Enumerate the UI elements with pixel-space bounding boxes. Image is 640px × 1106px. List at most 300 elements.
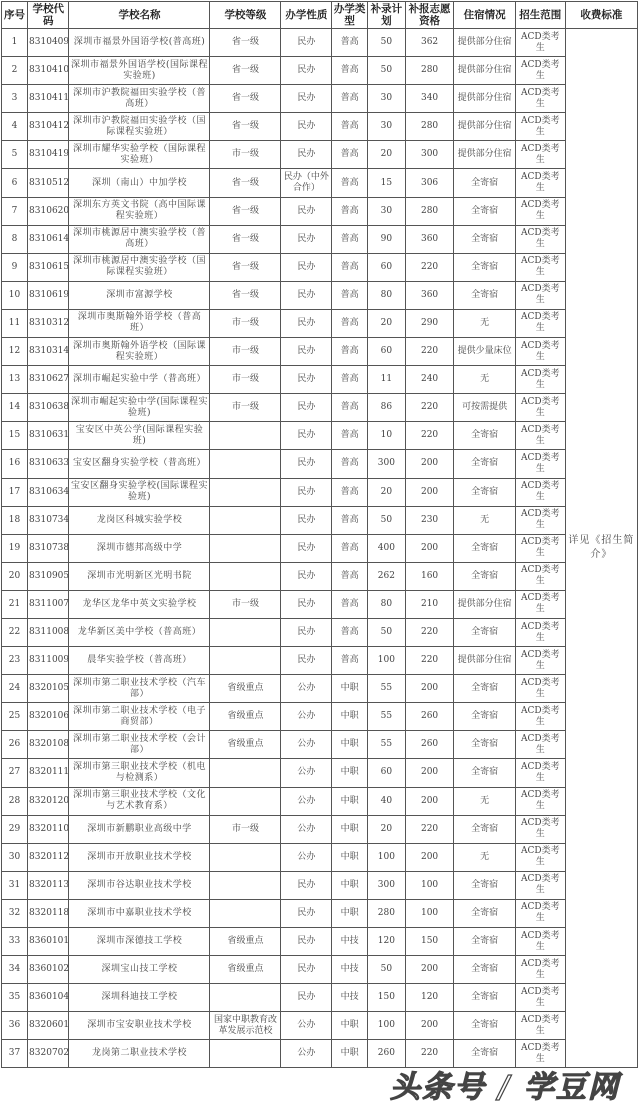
cell-qualification: 100 <box>405 899 454 927</box>
cell-school-name: 深圳市沪教院福田实验学校（普高班） <box>69 85 210 113</box>
table-row <box>2 647 638 675</box>
cell-type: 普高 <box>332 225 368 253</box>
cell-plan: 20 <box>367 815 405 843</box>
cell-nature: 民办 <box>281 871 332 899</box>
table-row <box>2 618 638 646</box>
cell-index: 11 <box>2 309 28 337</box>
table-row <box>2 394 638 422</box>
cell-qualification: 200 <box>405 534 454 562</box>
cell-index: 14 <box>2 394 28 422</box>
cell-plan: 50 <box>367 956 405 984</box>
cell-scope: ACD类考生 <box>515 928 565 956</box>
cell-school-name: 深圳市崛起实验中学(国际课程实验班) <box>69 394 210 422</box>
cell-index: 23 <box>2 647 28 675</box>
cell-index: 5 <box>2 141 28 169</box>
cell-type: 中职 <box>332 899 368 927</box>
cell-fee-merged: 详见《招生简介》 <box>565 29 637 1068</box>
cell-nature: 民办 <box>281 618 332 646</box>
cell-level: 省一级 <box>210 169 281 197</box>
cell-nature: 公办 <box>281 1012 332 1040</box>
cell-boarding: 全寄宿 <box>454 759 516 787</box>
cell-school-name: 龙岗区科城实验学校 <box>69 506 210 534</box>
cell-plan: 100 <box>367 1012 405 1040</box>
cell-index: 35 <box>2 984 28 1012</box>
cell-scope: ACD类考生 <box>515 225 565 253</box>
table-row <box>2 450 638 478</box>
table-row <box>2 731 638 759</box>
cell-level: 省一级 <box>210 281 281 309</box>
header-row <box>2 2 638 29</box>
cell-scope: ACD类考生 <box>515 731 565 759</box>
cell-nature: 民办 <box>281 366 332 394</box>
cell-school-name: 深圳宝山技工学校 <box>69 956 210 984</box>
cell-nature: 民办 <box>281 253 332 281</box>
cell-code: 8320601 <box>28 1012 69 1040</box>
cell-qualification: 100 <box>405 871 454 899</box>
cell-qualification: 280 <box>405 113 454 141</box>
cell-scope: ACD类考生 <box>515 57 565 85</box>
cell-nature: 民办 <box>281 590 332 618</box>
watermark: 头条号 / 学豆网 <box>390 1070 620 1106</box>
cell-code: 8320120 <box>28 787 69 815</box>
table-row <box>2 928 638 956</box>
cell-code: 8310411 <box>28 85 69 113</box>
cell-scope: ACD类考生 <box>515 534 565 562</box>
cell-level <box>210 899 281 927</box>
cell-plan: 11 <box>367 366 405 394</box>
cell-scope: ACD类考生 <box>515 647 565 675</box>
cell-index: 2 <box>2 57 28 85</box>
cell-nature: 民办 <box>281 956 332 984</box>
cell-qualification: 220 <box>405 647 454 675</box>
cell-code: 8310412 <box>28 113 69 141</box>
cell-plan: 280 <box>367 899 405 927</box>
cell-level <box>210 618 281 646</box>
cell-scope: ACD类考生 <box>515 253 565 281</box>
cell-level <box>210 984 281 1012</box>
cell-qualification: 200 <box>405 478 454 506</box>
table-row <box>2 85 638 113</box>
table-row <box>2 590 638 618</box>
cell-plan: 150 <box>367 984 405 1012</box>
cell-index: 31 <box>2 871 28 899</box>
cell-level <box>210 871 281 899</box>
table-row <box>2 113 638 141</box>
cell-code: 8310615 <box>28 253 69 281</box>
cell-scope: ACD类考生 <box>515 675 565 703</box>
cell-code: 8310512 <box>28 169 69 197</box>
cell-code: 8310631 <box>28 422 69 450</box>
cell-type: 中技 <box>332 956 368 984</box>
table-row <box>2 984 638 1012</box>
cell-code: 8310410 <box>28 57 69 85</box>
cell-plan: 15 <box>367 169 405 197</box>
cell-school-name: 深圳市谷达职业技术学校 <box>69 871 210 899</box>
cell-index: 18 <box>2 506 28 534</box>
cell-school-name: 深圳市奥斯翰外语学校（普高班） <box>69 309 210 337</box>
cell-plan: 50 <box>367 57 405 85</box>
cell-qualification: 200 <box>405 450 454 478</box>
cell-nature: 民办 <box>281 450 332 478</box>
cell-code: 8310620 <box>28 197 69 225</box>
cell-nature: 公办 <box>281 843 332 871</box>
cell-nature: 民办 <box>281 506 332 534</box>
cell-plan: 300 <box>367 450 405 478</box>
cell-school-name: 深圳市第二职业技术学校（电子商贸部） <box>69 703 210 731</box>
cell-boarding: 全寄宿 <box>454 197 516 225</box>
cell-qualification: 220 <box>405 253 454 281</box>
cell-qualification: 210 <box>405 590 454 618</box>
table-row <box>2 29 638 57</box>
cell-plan: 30 <box>367 85 405 113</box>
cell-scope: ACD类考生 <box>515 956 565 984</box>
cell-code: 8310627 <box>28 366 69 394</box>
table-row <box>2 787 638 815</box>
cell-index: 8 <box>2 225 28 253</box>
cell-level: 省级重点 <box>210 956 281 984</box>
cell-index: 1 <box>2 29 28 57</box>
cell-school-name: 深圳（南山）中加学校 <box>69 169 210 197</box>
cell-nature: 民办 <box>281 394 332 422</box>
table-row <box>2 871 638 899</box>
table-row <box>2 197 638 225</box>
cell-boarding: 全寄宿 <box>454 703 516 731</box>
cell-plan: 80 <box>367 281 405 309</box>
cell-school-name: 宝安区翻身实验学校(国际课程实验班) <box>69 478 210 506</box>
cell-plan: 60 <box>367 759 405 787</box>
cell-index: 33 <box>2 928 28 956</box>
cell-nature: 民办 <box>281 197 332 225</box>
table-row <box>2 956 638 984</box>
cell-qualification: 260 <box>405 703 454 731</box>
cell-plan: 20 <box>367 478 405 506</box>
cell-nature: 民办 <box>281 338 332 366</box>
cell-boarding: 全寄宿 <box>454 253 516 281</box>
cell-level: 省一级 <box>210 85 281 113</box>
cell-level: 市一级 <box>210 590 281 618</box>
cell-code: 8310312 <box>28 309 69 337</box>
cell-scope: ACD类考生 <box>515 899 565 927</box>
header-level: 学校等级 <box>210 2 281 29</box>
cell-index: 25 <box>2 703 28 731</box>
cell-nature: 民办 <box>281 422 332 450</box>
cell-boarding: 全寄宿 <box>454 1040 516 1068</box>
cell-type: 中职 <box>332 815 368 843</box>
cell-index: 28 <box>2 787 28 815</box>
cell-code: 8310419 <box>28 141 69 169</box>
table-row <box>2 478 638 506</box>
cell-qualification: 220 <box>405 815 454 843</box>
cell-index: 36 <box>2 1012 28 1040</box>
cell-school-name: 深圳市第二职业技术学校（会计部） <box>69 731 210 759</box>
cell-boarding: 无 <box>454 787 516 815</box>
cell-boarding: 全寄宿 <box>454 450 516 478</box>
cell-type: 中技 <box>332 984 368 1012</box>
cell-scope: ACD类考生 <box>515 759 565 787</box>
table-row <box>2 899 638 927</box>
cell-code: 8310314 <box>28 338 69 366</box>
cell-level: 市一级 <box>210 815 281 843</box>
cell-type: 普高 <box>332 281 368 309</box>
cell-plan: 50 <box>367 506 405 534</box>
cell-scope: ACD类考生 <box>515 506 565 534</box>
cell-school-name: 深圳市桃源居中澳实验学校（普高班） <box>69 225 210 253</box>
cell-boarding: 全寄宿 <box>454 225 516 253</box>
cell-level: 省级重点 <box>210 703 281 731</box>
cell-school-name: 深圳市第三职业技术学校（文化与艺术教育系） <box>69 787 210 815</box>
cell-code: 8311009 <box>28 647 69 675</box>
cell-level: 省一级 <box>210 197 281 225</box>
cell-school-name: 深圳市崛起实验中学（普高班） <box>69 366 210 394</box>
cell-school-name: 深圳市第三职业技术学校（机电与检测系） <box>69 759 210 787</box>
cell-code: 8360102 <box>28 956 69 984</box>
cell-index: 29 <box>2 815 28 843</box>
cell-scope: ACD类考生 <box>515 478 565 506</box>
table-row <box>2 422 638 450</box>
cell-type: 中职 <box>332 787 368 815</box>
cell-index: 4 <box>2 113 28 141</box>
cell-index: 9 <box>2 253 28 281</box>
cell-code: 8320110 <box>28 815 69 843</box>
cell-level: 市一级 <box>210 366 281 394</box>
cell-boarding: 提供部分住宿 <box>454 647 516 675</box>
table-row <box>2 57 638 85</box>
cell-scope: ACD类考生 <box>515 843 565 871</box>
cell-level <box>210 534 281 562</box>
cell-level <box>210 1040 281 1068</box>
cell-qualification: 362 <box>405 29 454 57</box>
cell-plan: 50 <box>367 29 405 57</box>
cell-code: 8310614 <box>28 225 69 253</box>
cell-school-name: 深圳市富源学校 <box>69 281 210 309</box>
cell-nature: 公办 <box>281 703 332 731</box>
cell-type: 普高 <box>332 197 368 225</box>
cell-boarding: 全寄宿 <box>454 731 516 759</box>
cell-plan: 260 <box>367 1040 405 1068</box>
table-row <box>2 703 638 731</box>
cell-level: 市一级 <box>210 394 281 422</box>
cell-school-name: 深圳市福景外国语学校(普高班) <box>69 29 210 57</box>
cell-boarding: 提供少量床位 <box>454 338 516 366</box>
cell-type: 普高 <box>332 647 368 675</box>
cell-code: 8360104 <box>28 984 69 1012</box>
cell-qualification: 150 <box>405 928 454 956</box>
cell-boarding: 全寄宿 <box>454 815 516 843</box>
cell-qualification: 220 <box>405 338 454 366</box>
cell-boarding: 全寄宿 <box>454 169 516 197</box>
cell-scope: ACD类考生 <box>515 450 565 478</box>
cell-code: 8320702 <box>28 1040 69 1068</box>
cell-qualification: 200 <box>405 787 454 815</box>
cell-code: 8310409 <box>28 29 69 57</box>
cell-index: 12 <box>2 338 28 366</box>
cell-scope: ACD类考生 <box>515 1012 565 1040</box>
cell-boarding: 全寄宿 <box>454 478 516 506</box>
cell-type: 普高 <box>332 338 368 366</box>
cell-school-name: 深圳市深德技工学校 <box>69 928 210 956</box>
cell-code: 8320105 <box>28 675 69 703</box>
cell-scope: ACD类考生 <box>515 309 565 337</box>
cell-nature: 公办 <box>281 1040 332 1068</box>
table-row <box>2 562 638 590</box>
cell-scope: ACD类考生 <box>515 984 565 1012</box>
cell-nature: 民办 <box>281 309 332 337</box>
cell-level: 省级重点 <box>210 731 281 759</box>
cell-code: 8311008 <box>28 618 69 646</box>
cell-level: 省一级 <box>210 29 281 57</box>
cell-school-name: 龙岗第二职业技术学校 <box>69 1040 210 1068</box>
table-row <box>2 506 638 534</box>
cell-school-name: 深圳市开放职业技术学校 <box>69 843 210 871</box>
cell-qualification: 200 <box>405 675 454 703</box>
cell-qualification: 340 <box>405 85 454 113</box>
cell-plan: 55 <box>367 675 405 703</box>
cell-type: 普高 <box>332 57 368 85</box>
cell-code: 8310734 <box>28 506 69 534</box>
cell-index: 6 <box>2 169 28 197</box>
cell-qualification: 280 <box>405 57 454 85</box>
cell-boarding: 全寄宿 <box>454 422 516 450</box>
cell-scope: ACD类考生 <box>515 197 565 225</box>
cell-index: 24 <box>2 675 28 703</box>
cell-scope: ACD类考生 <box>515 703 565 731</box>
cell-index: 7 <box>2 197 28 225</box>
cell-level: 省一级 <box>210 57 281 85</box>
header-nature: 办学性质 <box>281 2 332 29</box>
table-row <box>2 169 638 197</box>
cell-level <box>210 450 281 478</box>
cell-school-name: 深圳市沪教院福田实验学校（国际课程实验班） <box>69 113 210 141</box>
cell-boarding: 可按需提供 <box>454 394 516 422</box>
cell-qualification: 300 <box>405 141 454 169</box>
cell-nature: 民办 <box>281 647 332 675</box>
header-plan: 补录计划 <box>367 2 405 29</box>
cell-code: 8320108 <box>28 731 69 759</box>
cell-index: 27 <box>2 759 28 787</box>
cell-school-name: 深圳市宝安职业技术学校 <box>69 1012 210 1040</box>
cell-boarding: 全寄宿 <box>454 618 516 646</box>
table-row <box>2 1012 638 1040</box>
cell-school-name: 深圳市奥斯翰外语学校（国际课程实验班） <box>69 338 210 366</box>
header-code: 学校代码 <box>28 2 69 29</box>
header-name: 学校名称 <box>69 2 210 29</box>
header-type: 办学类型 <box>332 2 368 29</box>
cell-level: 市一级 <box>210 309 281 337</box>
cell-type: 中职 <box>332 675 368 703</box>
table-row <box>2 141 638 169</box>
cell-qualification: 220 <box>405 1040 454 1068</box>
cell-nature: 民办 <box>281 113 332 141</box>
cell-type: 普高 <box>332 253 368 281</box>
cell-school-name: 龙华新区美中学校（普高班） <box>69 618 210 646</box>
cell-scope: ACD类考生 <box>515 366 565 394</box>
cell-nature: 民办 <box>281 899 332 927</box>
cell-type: 普高 <box>332 309 368 337</box>
cell-nature: 民办 <box>281 534 332 562</box>
cell-code: 8310905 <box>28 562 69 590</box>
cell-scope: ACD类考生 <box>515 562 565 590</box>
cell-type: 普高 <box>332 534 368 562</box>
cell-boarding: 无 <box>454 366 516 394</box>
cell-type: 中职 <box>332 731 368 759</box>
cell-plan: 60 <box>367 253 405 281</box>
cell-boarding: 提供部分住宿 <box>454 590 516 618</box>
cell-code: 8310634 <box>28 478 69 506</box>
cell-plan: 30 <box>367 197 405 225</box>
cell-scope: ACD类考生 <box>515 29 565 57</box>
cell-type: 普高 <box>332 590 368 618</box>
cell-scope: ACD类考生 <box>515 815 565 843</box>
cell-plan: 90 <box>367 225 405 253</box>
cell-qualification: 220 <box>405 394 454 422</box>
cell-plan: 55 <box>367 703 405 731</box>
cell-scope: ACD类考生 <box>515 281 565 309</box>
cell-level <box>210 759 281 787</box>
cell-level: 省一级 <box>210 225 281 253</box>
cell-type: 中技 <box>332 928 368 956</box>
table-row <box>2 253 638 281</box>
cell-code: 8320113 <box>28 871 69 899</box>
cell-scope: ACD类考生 <box>515 590 565 618</box>
cell-boarding: 无 <box>454 506 516 534</box>
cell-school-name: 龙华区龙华中英文实验学校 <box>69 590 210 618</box>
cell-index: 3 <box>2 85 28 113</box>
table-row <box>2 534 638 562</box>
cell-qualification: 290 <box>405 309 454 337</box>
cell-type: 普高 <box>332 450 368 478</box>
cell-qualification: 200 <box>405 1012 454 1040</box>
cell-qualification: 220 <box>405 422 454 450</box>
cell-scope: ACD类考生 <box>515 169 565 197</box>
cell-school-name: 深圳市光明新区光明书院 <box>69 562 210 590</box>
cell-code: 8360101 <box>28 928 69 956</box>
cell-plan: 60 <box>367 338 405 366</box>
cell-boarding: 提供部分住宿 <box>454 141 516 169</box>
cell-scope: ACD类考生 <box>515 1040 565 1068</box>
cell-index: 34 <box>2 956 28 984</box>
cell-school-name: 深圳市福景外国语学校(国际课程实验班) <box>69 57 210 85</box>
cell-boarding: 无 <box>454 843 516 871</box>
cell-nature: 民办 <box>281 928 332 956</box>
cell-plan: 120 <box>367 928 405 956</box>
cell-code: 8310738 <box>28 534 69 562</box>
cell-code: 8311007 <box>28 590 69 618</box>
cell-scope: ACD类考生 <box>515 141 565 169</box>
cell-plan: 300 <box>367 871 405 899</box>
cell-level <box>210 478 281 506</box>
cell-type: 普高 <box>332 478 368 506</box>
cell-qualification: 360 <box>405 281 454 309</box>
cell-index: 21 <box>2 590 28 618</box>
cell-qualification: 120 <box>405 984 454 1012</box>
cell-qualification: 220 <box>405 618 454 646</box>
cell-qualification: 306 <box>405 169 454 197</box>
cell-boarding: 全寄宿 <box>454 928 516 956</box>
cell-plan: 100 <box>367 843 405 871</box>
cell-code: 8320118 <box>28 899 69 927</box>
cell-type: 普高 <box>332 394 368 422</box>
cell-plan: 55 <box>367 731 405 759</box>
cell-type: 普高 <box>332 85 368 113</box>
cell-nature: 公办 <box>281 675 332 703</box>
cell-type: 中职 <box>332 871 368 899</box>
cell-qualification: 360 <box>405 225 454 253</box>
cell-nature: 民办 <box>281 225 332 253</box>
cell-school-name: 深圳市桃源居中澳实验学校（国际课程实验班） <box>69 253 210 281</box>
cell-index: 20 <box>2 562 28 590</box>
cell-level: 省级重点 <box>210 675 281 703</box>
cell-level <box>210 422 281 450</box>
